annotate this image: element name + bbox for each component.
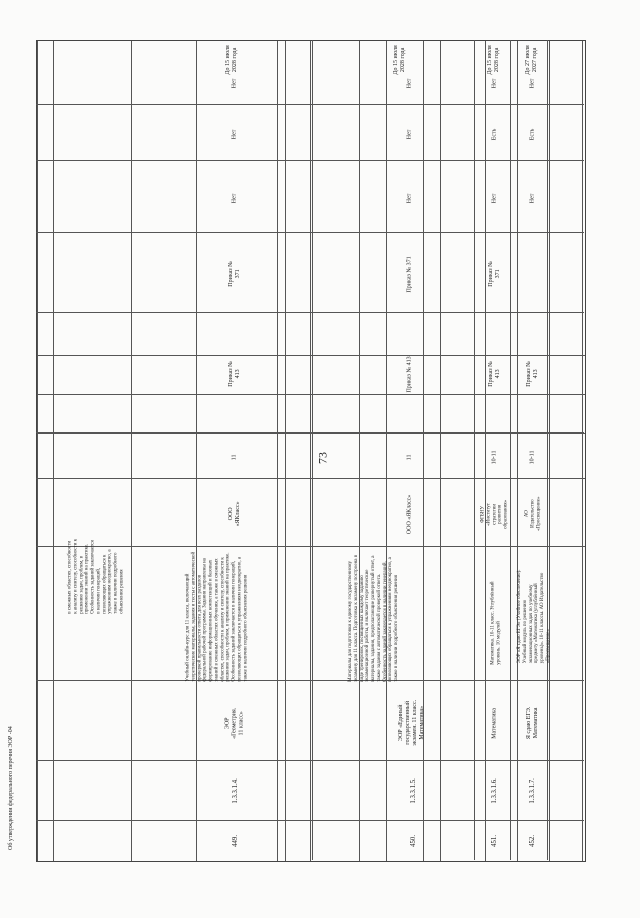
table-cell: ООО «ЯКласс»	[228, 501, 241, 527]
table-cell: Нет	[406, 129, 413, 139]
table-cell: Нет	[406, 193, 413, 203]
table-cell: Я сдаю ЕГЭ. Математика	[526, 706, 539, 740]
table-cell: Математика	[491, 707, 498, 739]
table-cell: Математика. 10-11 класс. Углублённый уровень. 10 модулей	[490, 581, 501, 665]
table-cell: Нет	[231, 129, 238, 139]
table-cell: 11	[231, 454, 238, 460]
table-cell: 1.3.3.1.7.	[529, 778, 537, 804]
table-cell: 1.3.3.1.4.	[232, 778, 240, 804]
table-cell: 10-11	[491, 450, 498, 464]
grid-line	[312, 40, 313, 860]
table-cell: ФГБНУ «Институт стратегии развития образования»	[480, 499, 509, 529]
table-cell: Приказ № 413	[406, 355, 413, 393]
table-cell: 1.3.3.1.5.	[410, 778, 418, 804]
table-cell: Есть	[491, 128, 498, 140]
table-cell: ЭОР «Единый государственный экзамен. 11 класс. Математика»	[398, 700, 425, 746]
table-cell: 10-11	[529, 450, 536, 464]
table-cell: Нет	[231, 193, 238, 203]
table-cell: АО Издательство «Просвещение»	[524, 496, 541, 532]
table-cell: Учебный онлайн-курс для 11 класса, включающий теоретические материалы, задания и тесты с автоматической проверкой правильности ответа для всех разделов федеральной рабочей программы. Задания направлены на формирование информационных компетенций и базовых знаний в смежных областях обучения, а также в смежных областях, способности к анализу и синтезу, способности к решению задач, проблем, в применении знаний на практике. Особенность заданий заключается в наличии генераций, позволяющих обращаться к упражнениям неоднократно, а также в наличии подробного объяснения решения	[185, 552, 248, 682]
table-cell: Приказ № 371	[488, 261, 501, 287]
table-cell: 451.	[491, 835, 499, 847]
table-cell: Материалы для подготовки к единому государственному экзамену для 11 класса. Подготовка к экзамену построена в виде тренировок, посвященных каждому заданию экзаменационной работы, и включает теоретические материалы, задания, предполагающие развернутый ответ, а также задания с автоматической проверкой ответа. Особенность заданий заключается в наличии генераций, позволяющих обращаться к упражнениям неоднократно, а также в наличии подробного объяснения решения	[348, 555, 400, 682]
table-cell: Нет	[529, 193, 536, 203]
table-cell: Есть	[529, 128, 536, 140]
table-cell: Нет	[491, 78, 498, 88]
grid-line	[474, 40, 475, 860]
table-cell: 452.	[529, 835, 537, 847]
grid-line	[36, 820, 584, 821]
table-cell: ЭОР «Я сдаю ЕГЭ» (Учебное обеспечение). Учебный модуль по решению экзаменационных задач по учебному предмету «Математика (углублённый уровень)». 10-11 классы. АО Издательство «Просвещение»	[516, 569, 551, 663]
footnote: Об утверждении федерального перечня ЭОР -04	[8, 726, 14, 850]
table-cell: ЭОР «Геометрия. 11 класс»	[224, 707, 245, 739]
table-cell: До 15 июля 2028 года	[225, 45, 238, 75]
table-cell: 1.3.3.1.6.	[491, 778, 499, 804]
table-cell: Приказ № 413	[488, 361, 501, 387]
table-cell: Нет	[529, 78, 536, 88]
table-cell: ООО «ЯКласс»	[406, 494, 413, 534]
table-cell: Нет	[406, 78, 413, 88]
table-cell: До 15 июля 2028 года	[393, 45, 406, 75]
table-cell: 449.	[232, 835, 240, 847]
table-cell: Нет	[231, 78, 238, 88]
table-cell: 450.	[410, 835, 418, 847]
table-cell: До 15 июля 2028 года	[487, 45, 500, 75]
table-cell: До 27 июля 2027 года	[525, 45, 538, 75]
table-cell: Приказ № 413	[228, 361, 241, 387]
table-cell: Приказ № 371	[406, 255, 413, 293]
description-text: в смежных областях, способности к анализу и синтезу, способности к решению задач, проблем, в применении знаний на практике. Особенность заданий заключается в наличии генераций, позволяющих обращаться к упражнениям неоднократно, а также в наличии подробного объяснения решения	[67, 539, 124, 614]
table-cell: Приказ № 413	[526, 361, 539, 387]
table-cell	[58, 508, 134, 644]
page-number: 73	[315, 452, 330, 464]
table-cell: Нет	[491, 193, 498, 203]
table-cell: Приказ № 371	[228, 261, 241, 287]
table-cell: 11	[406, 454, 413, 460]
